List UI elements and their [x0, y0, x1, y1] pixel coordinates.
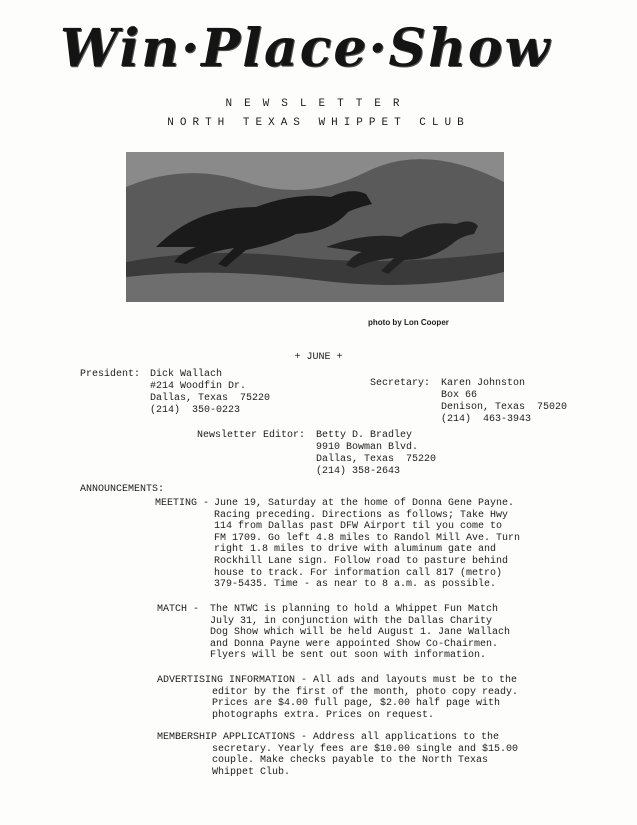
secretary-address	[441, 378, 567, 426]
text-line: editor by the first of the month, photo copy ready.	[212, 686, 519, 698]
address-line: Box 66	[441, 390, 478, 401]
text-line: Dog Show which will be held August 1. Jane Wallach	[210, 627, 511, 639]
text-line: FM 1709. Go left 4.8 miles to Randol Mill Ave. Turn	[214, 532, 521, 544]
text-line: Flyers will be sent out soon with information.	[210, 650, 487, 662]
address-line: (214) 358-2643	[316, 466, 401, 477]
text-line: ADVERTISING INFORMATION - All ads and layouts must be to the	[157, 675, 518, 686]
text-line: house to track. For information call 817 (metro)	[214, 567, 503, 579]
text-line: June 19, Saturday at the home of Donna Gene Payne.	[214, 498, 515, 509]
text-line: MEMBERSHIP APPLICATIONS - Address all applications to the	[157, 732, 500, 743]
text-line: 114 from Dallas past DFW Airport til you come to	[214, 521, 503, 533]
address-line: Dick Wallach	[150, 369, 223, 380]
address-line: Dallas, Texas 75220	[316, 454, 437, 465]
announcements-heading: ANNOUNCEMENTS:	[80, 484, 165, 495]
text-line: secretary. Yearly fees are $10.00 single and $15.00	[212, 743, 519, 755]
text-line: Rockhill Lane sign. Follow road to pasture behind	[214, 555, 509, 567]
issue-month: + JUNE +	[294, 352, 343, 363]
text-line: 379-5435. Time - as near to 8 a.m. as possible.	[214, 579, 497, 591]
text-line: couple. Make checks payable to the North Texas	[212, 755, 489, 767]
photo-credit: photo by Lon Cooper	[368, 318, 449, 327]
meeting-label: MEETING -	[155, 498, 210, 509]
address-line: (214) 350-0223	[150, 405, 241, 416]
address-line: Dallas, Texas 75220	[150, 393, 271, 404]
president-label: President:	[80, 369, 141, 380]
masthead-title: Win·Place·Show	[60, 18, 552, 79]
text-line: and Donna Payne were appointed Show Co-Chairmen.	[210, 638, 499, 650]
text-line: Prices are $4.00 full page, $2.00 half page with	[212, 698, 501, 710]
text-line: Racing preceding. Directions as follows; Take Hwy	[214, 509, 509, 521]
newsletter-label: NEWSLETTER	[225, 98, 412, 110]
match-text	[210, 604, 510, 662]
secretary-label: Secretary:	[370, 378, 431, 389]
text-line: right 1.8 miles to drive with aluminum gate and	[214, 544, 497, 556]
advertising-section	[157, 675, 518, 721]
address-line: 9910 Bowman Blvd.	[316, 442, 419, 453]
text-line: July 31, in conjunction with the Dallas Charity	[210, 615, 493, 627]
meeting-text	[214, 498, 520, 591]
editor-label: Newsletter Editor:	[197, 430, 306, 441]
address-line: Karen Johnston	[441, 378, 526, 389]
match-label: MATCH -	[157, 604, 200, 615]
address-line: (214) 463-3943	[441, 414, 532, 425]
text-line: Whippet Club.	[212, 766, 291, 778]
address-line: Denison, Texas 75020	[441, 402, 568, 413]
club-name: NORTH TEXAS WHIPPET CLUB	[167, 117, 470, 129]
editor-address	[316, 430, 436, 478]
address-line: Betty D. Bradley	[316, 430, 413, 441]
address-line: #214 Woodfin Dr.	[150, 381, 247, 392]
text-line: The NTWC is planning to hold a Whippet Fun Match	[210, 604, 499, 615]
membership-section	[157, 732, 518, 778]
racing-whippets-photo	[126, 152, 504, 302]
president-address	[150, 369, 270, 417]
text-line: photographs extra. Prices on request.	[212, 709, 435, 721]
